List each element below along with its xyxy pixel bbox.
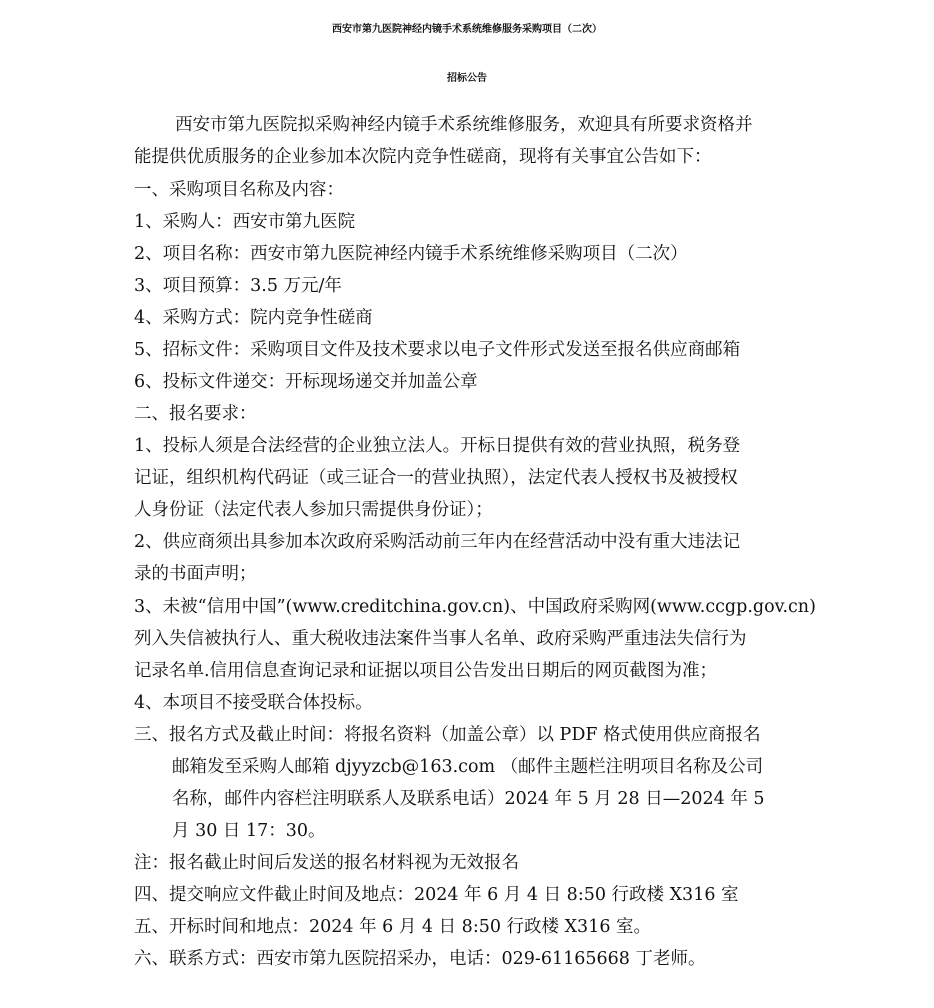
requirement-1-line-1: 1、投标人须是合法经营的企业独立法人。开标日提供有效的营业执照，税务登 — [134, 436, 741, 456]
intro-paragraph-line-2: 能提供优质服务的企业参加本次院内竞争性磋商，现将有关事宜公告如下： — [134, 147, 712, 167]
requirement-4: 4、本项目不接受联合体投标。 — [134, 693, 373, 713]
section-3-line-3: 名称，邮件内容栏注明联系人及联系电话）2024 年 5 月 28 日—2024 年 5 — [172, 789, 765, 809]
section-3-line-2: 邮箱发至采购人邮箱 djyyzcb@163.com （邮件主题栏注明项目名称及公司 — [172, 757, 764, 777]
item-purchaser: 1、采购人：西安市第九医院 — [134, 212, 356, 232]
section-2-heading: 二、报名要求： — [134, 404, 257, 424]
item-project-name: 2、项目名称：西安市第九医院神经内镜手术系统维修采购项目（二次） — [134, 244, 688, 264]
item-bid-submission: 6、投标文件递交：开标现场递交并加盖公章 — [134, 372, 478, 392]
registration-note: 注：报名截止时间后发送的报名材料视为无效报名 — [134, 853, 519, 873]
document-subtitle: 招标公告 — [447, 73, 487, 84]
section-6-contact: 六、联系方式：西安市第九医院招采办，电话：029-61165668 丁老师。 — [134, 949, 706, 969]
item-procurement-method: 4、采购方式：院内竞争性磋商 — [134, 308, 373, 328]
document-title: 西安市第九医院神经内镜手术系统维修服务采购项目（二次） — [332, 24, 602, 35]
section-1-heading: 一、采购项目名称及内容： — [134, 180, 344, 200]
intro-paragraph-line-1: 西安市第九医院拟采购神经内镜手术系统维修服务，欢迎具有所要求资格并 — [175, 115, 753, 135]
requirement-3-line-1: 3、未被“信用中国”(www.creditchina.gov.cn)、中国政府采购网(www.ccgp.gov.cn) — [134, 597, 816, 617]
requirement-1-line-3: 人身份证（法定代表人参加只需提供身份证）； — [134, 500, 493, 520]
requirement-3-line-2: 列入失信被执行人、重大税收违法案件当事人名单、政府采购严重违法失信行为 — [134, 629, 747, 649]
requirement-3-line-3: 记录名单.信用信息查询记录和证据以项目公告发出日期后的网页截图为准； — [134, 661, 718, 681]
item-tender-documents: 5、招标文件：采购项目文件及技术要求以电子文件形式发送至报名供应商邮箱 — [134, 340, 741, 360]
item-budget: 3、项目预算：3.5 万元/年 — [134, 276, 342, 296]
requirement-1-line-2: 记证，组织机构代码证（或三证合一的营业执照），法定代表人授权书及被授权 — [134, 468, 738, 488]
requirement-2-line-1: 2、供应商须出具参加本次政府采购活动前三年内在经营活动中没有重大违法记 — [134, 532, 741, 552]
section-3-line-1: 三、报名方式及截止时间：将报名资料（加盖公章）以 PDF 格式使用供应商报名 — [134, 725, 761, 745]
section-3-line-4: 月 30 日 17：30。 — [172, 821, 326, 841]
section-5: 五、开标时间和地点：2024 年 6 月 4 日 8:50 行政楼 X316 室。 — [134, 917, 652, 937]
section-4: 四、提交响应文件截止时间及地点：2024 年 6 月 4 日 8:50 行政楼 X316 室 — [134, 885, 739, 905]
requirement-2-line-2: 录的书面声明； — [134, 564, 257, 584]
